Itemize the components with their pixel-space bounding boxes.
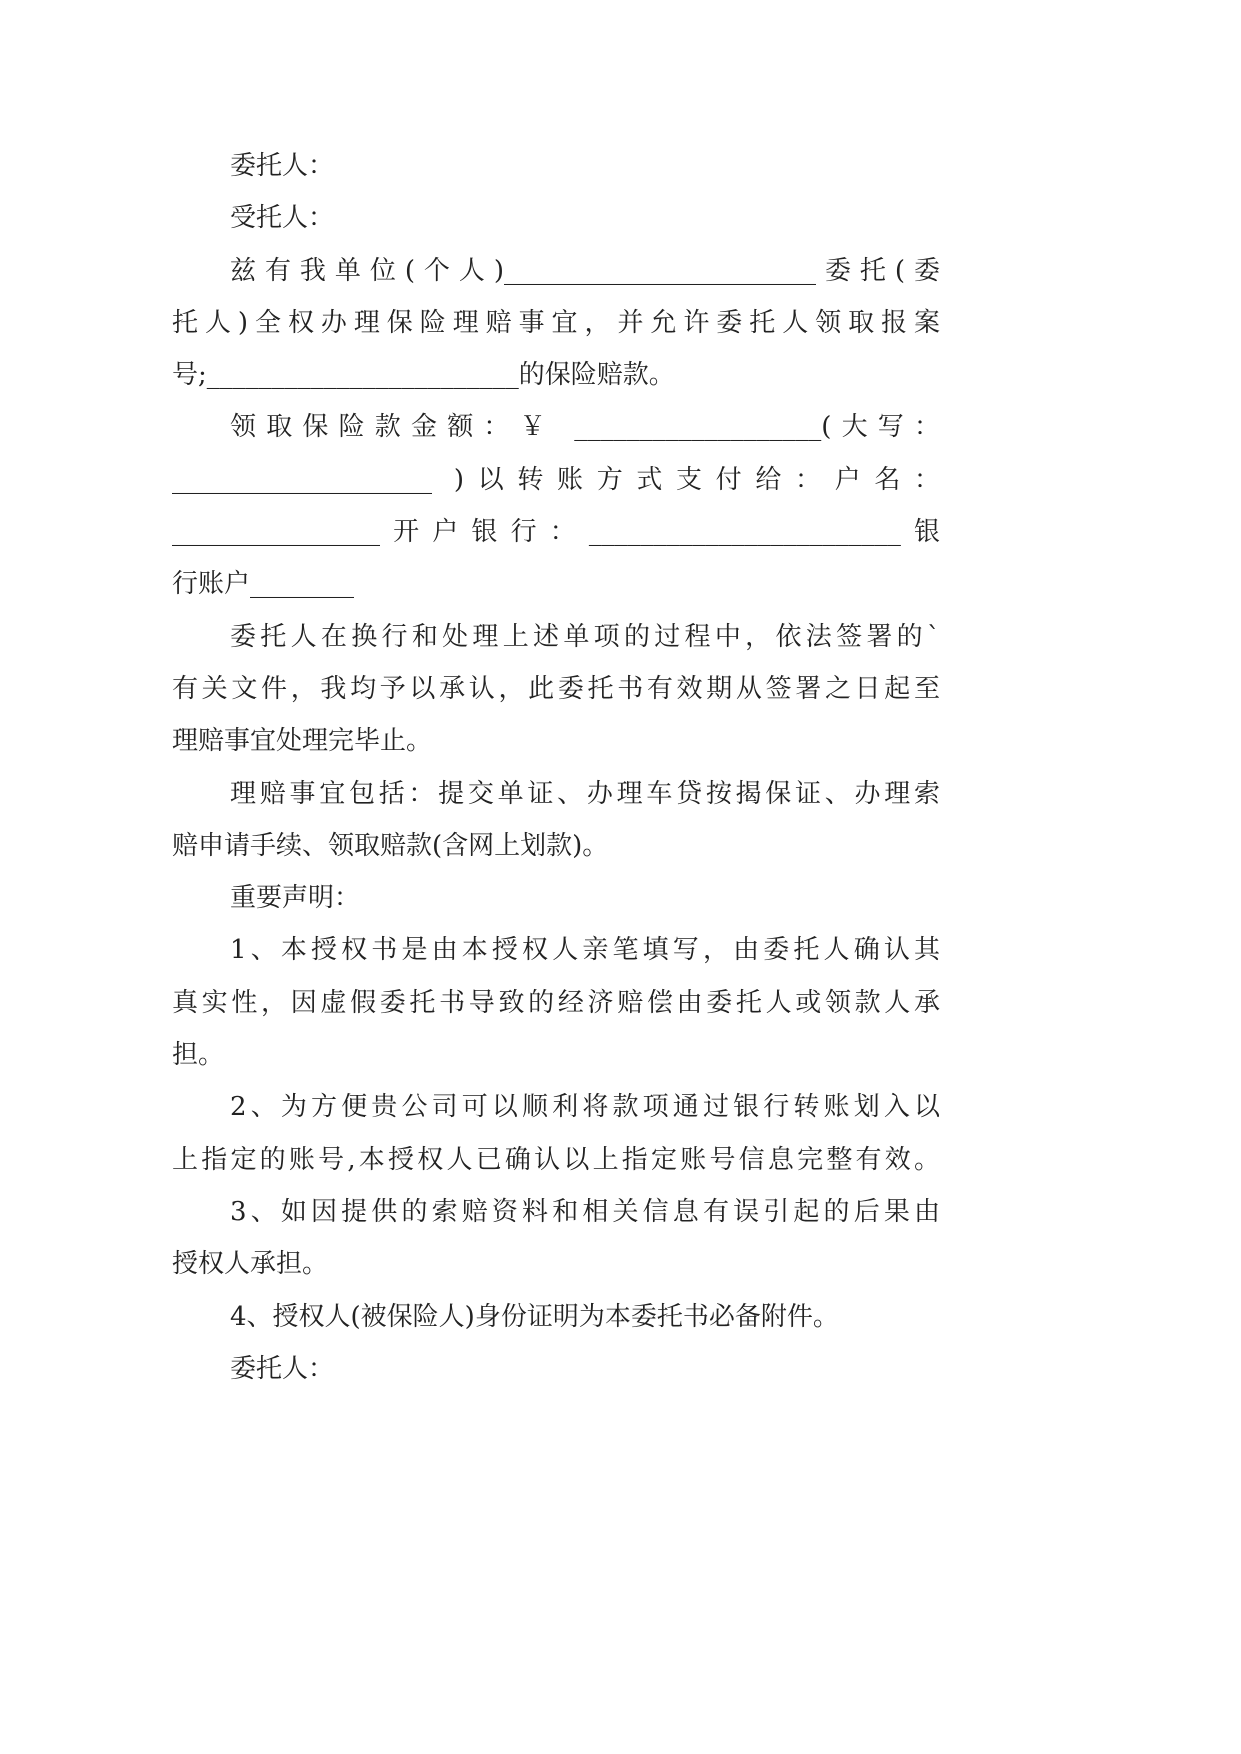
paragraph-line: 理赔事宜包括：提交单证、办理车贷按揭保证、办理索 — [230, 778, 940, 809]
declaration-item: 真实性，因虚假委托书导致的经济赔偿由委托人或领款人承 — [172, 987, 940, 1018]
authorization-letter — [172, 140, 940, 1395]
amount-line: ____________________ )以转账方式支付给：户名： — [172, 464, 940, 495]
declaration-item: 4、授权人(被保险人)身份证明为本委托书必备附件。 — [230, 1301, 839, 1332]
bank-line: ________________开户银行：________________________银 — [172, 517, 940, 548]
declaration-item: 担。 — [172, 1040, 225, 1071]
paragraph-line: 委托人在换行和处理上述单项的过程中，依法签署的` — [230, 621, 940, 652]
agent-label: 受托人： — [230, 203, 335, 234]
declaration-item: 1、本授权书是由本授权人亲笔填写，由委托人确认其 — [230, 935, 940, 966]
declaration-item: 授权人承担。 — [172, 1249, 329, 1280]
paragraph-line: 托人)全权办理保险理赔事宜，并允许委托人领取报案 — [172, 307, 940, 338]
amount-line: 领取保险款金额：￥ ___________________(大写： — [230, 412, 940, 443]
declaration-heading: 重要声明： — [230, 883, 361, 914]
paragraph-line: 理赔事宜处理完毕止。 — [172, 726, 433, 757]
bank-account-line: 行账户________ — [172, 569, 355, 600]
declaration-item: 3、如因提供的索赔资料和相关信息有误引起的后果由 — [230, 1196, 940, 1227]
paragraph-line: 有关文件，我均予以承认，此委托书有效期从签署之日起至 — [172, 673, 940, 704]
signature-label: 委托人： — [230, 1353, 335, 1384]
paragraph-line: 兹有我单位(个人)________________________委托(委 — [230, 255, 940, 286]
principal-label: 委托人： — [230, 151, 335, 181]
paragraph-line: 赔申请手续、领取赔款(含网上划款)。 — [172, 830, 609, 861]
paragraph-line: 号;________________________的保险赔款。 — [172, 360, 675, 391]
declaration-item: 上指定的账号,本授权人已确认以上指定账号信息完整有效。 — [172, 1144, 940, 1175]
declaration-item: 2、为方便贵公司可以顺利将款项通过银行转账划入以 — [230, 1092, 940, 1123]
